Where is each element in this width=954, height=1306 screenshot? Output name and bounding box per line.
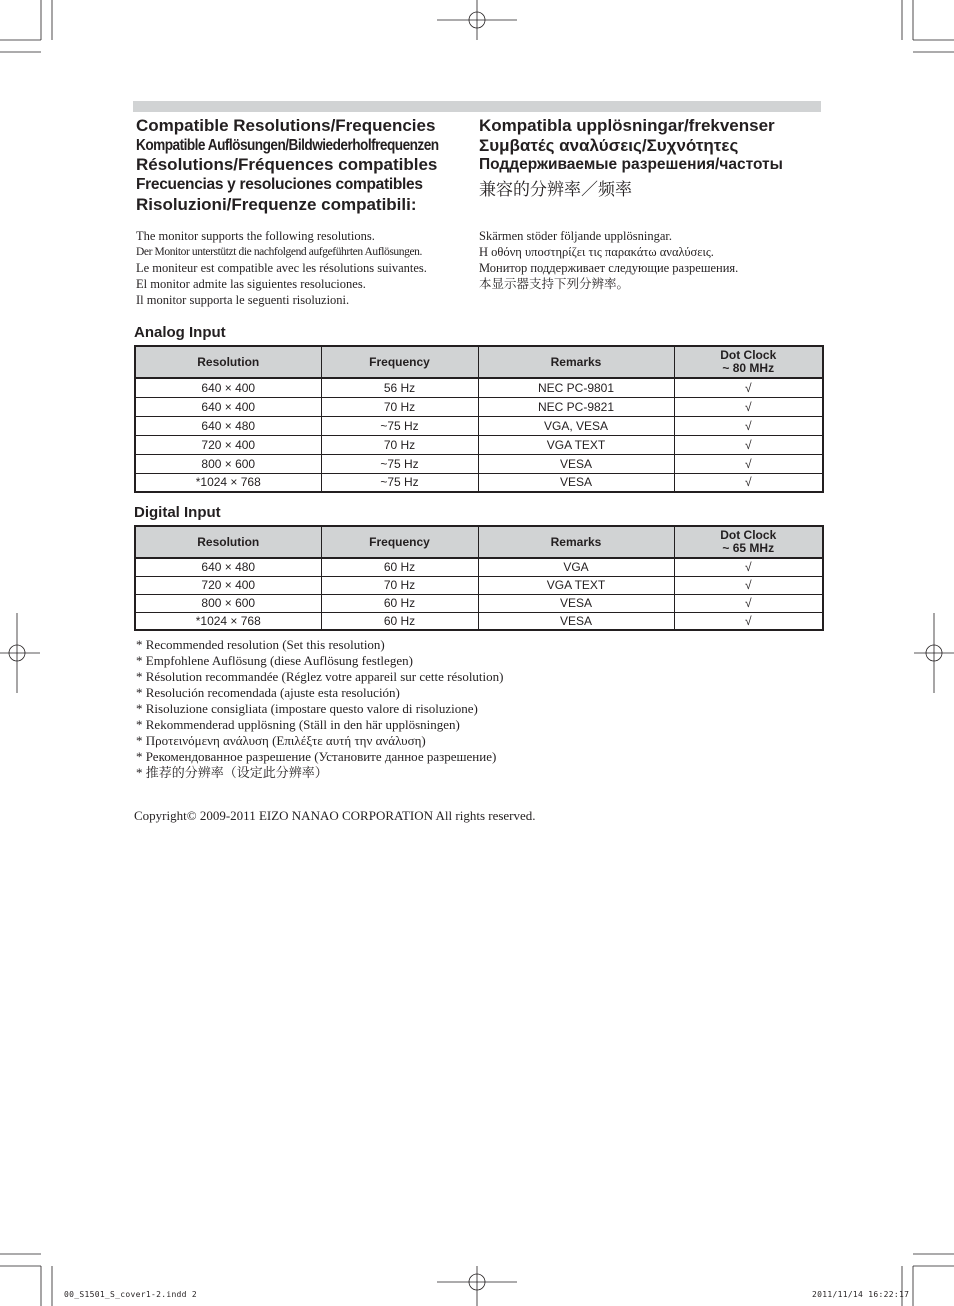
cell-remarks: NEC PC-9801	[478, 378, 674, 397]
heading-fr: Résolutions/Fréquences compatibles	[136, 155, 438, 174]
cell-dot-clock: √	[674, 435, 823, 454]
copyright: Copyright© 2009-2011 EIZO NANAO CORPORATION All rights reserved.	[134, 808, 536, 823]
table-row	[135, 576, 823, 594]
cell-frequency: 70 Hz	[321, 576, 478, 594]
cell-remarks: VGA	[478, 558, 674, 576]
intro-zh: 本显示器支持下列分辨率。	[479, 277, 630, 291]
col-frequency: Frequency	[321, 346, 478, 378]
heading-zh: 兼容的分辨率／频率	[479, 180, 632, 199]
note-en: * Recommended resolution (Set this resolution)	[136, 637, 385, 652]
cell-dot-clock: √	[674, 378, 823, 397]
digital-table	[134, 525, 824, 631]
analog-table	[134, 345, 824, 493]
col-resolution: Resolution	[135, 346, 321, 378]
note-sv: * Rekommenderad upplösning (Ställ in den här upplösningen)	[136, 717, 460, 732]
cell-resolution: 640 × 480	[135, 416, 321, 435]
analog-title: Analog Input	[134, 324, 226, 341]
note-ru: * Рекомендованное разрешение (Установите данное разрешение)	[136, 749, 497, 764]
cell-resolution: 800 × 600	[135, 594, 321, 612]
digital-body	[135, 558, 823, 630]
note-zh: * 推荐的分辨率（设定此分辨率）	[136, 765, 328, 780]
col-frequency: Frequency	[321, 526, 478, 558]
cell-frequency: 70 Hz	[321, 435, 478, 454]
cell-resolution: 640 × 400	[135, 378, 321, 397]
cell-dot-clock: √	[674, 473, 823, 492]
note-de: * Empfohlene Auflösung (diese Auflösung festlegen)	[136, 653, 413, 668]
cell-frequency: ~75 Hz	[321, 454, 478, 473]
cell-dot-clock: √	[674, 397, 823, 416]
cell-frequency: 56 Hz	[321, 378, 478, 397]
intro-it: Il monitor supporta le seguenti risoluzioni.	[136, 293, 350, 307]
col-resolution: Resolution	[135, 526, 321, 558]
table-row	[135, 558, 823, 576]
slug-timestamp: 2011/11/14 16:22:17	[812, 1290, 910, 1299]
intro-right	[479, 228, 738, 292]
heading-ru: Поддерживаемые разрешения/частоты	[479, 156, 783, 173]
cell-resolution: 720 × 400	[135, 435, 321, 454]
cell-remarks: VESA	[478, 454, 674, 473]
table-row	[135, 612, 823, 630]
note-fr: * Résolution recommandée (Réglez votre appareil sur cette résolution)	[136, 669, 504, 684]
cell-resolution: *1024 × 768	[135, 612, 321, 630]
cell-remarks: VGA TEXT	[478, 576, 674, 594]
cell-remarks: VESA	[478, 612, 674, 630]
cell-dot-clock: √	[674, 576, 823, 594]
intro-left	[136, 228, 427, 308]
cell-resolution: 640 × 400	[135, 397, 321, 416]
note-el: * Προτεινόμενη ανάλυση (Επιλέξτε αυτή την ανάλυση)	[136, 733, 426, 748]
cell-frequency: 70 Hz	[321, 397, 478, 416]
table-row	[135, 435, 823, 454]
table-row	[135, 397, 823, 416]
heading-sv: Kompatibla upplösningar/frekvenser	[479, 116, 775, 135]
cell-remarks: VESA	[478, 473, 674, 492]
cell-dot-clock: √	[674, 454, 823, 473]
analog-body	[135, 378, 823, 492]
cell-frequency: ~75 Hz	[321, 473, 478, 492]
heading-de: Kompatible Auflösungen/Bildwiederholfrequenzen	[136, 137, 439, 154]
heading-en: Compatible Resolutions/Frequencies	[136, 116, 436, 135]
cell-dot-clock: √	[674, 612, 823, 630]
cell-remarks: NEC PC-9821	[478, 397, 674, 416]
intro-de: Der Monitor unterstützt die nachfolgend aufgeführten Auflösungen.	[136, 246, 423, 258]
intro-es: El monitor admite las siguientes resoluciones.	[136, 277, 366, 291]
note-it: * Risoluzione consigliata (impostare questo valore di risoluzione)	[136, 701, 478, 716]
table-row	[135, 378, 823, 397]
digital-header-row	[135, 526, 823, 558]
cell-remarks: VGA, VESA	[478, 416, 674, 435]
heading-es: Frecuencias y resoluciones compatibles	[136, 176, 423, 193]
col-remarks: Remarks	[478, 346, 674, 378]
col-remarks: Remarks	[478, 526, 674, 558]
intro-el: Η οθόνη υποστηρίζει τις παρακάτω αναλύσεις.	[479, 245, 714, 259]
cell-resolution: 800 × 600	[135, 454, 321, 473]
col-dot-clock: Dot Clock ~ 65 MHz	[674, 526, 823, 558]
cell-remarks: VGA TEXT	[478, 435, 674, 454]
cell-resolution: 720 × 400	[135, 576, 321, 594]
cell-frequency: 60 Hz	[321, 558, 478, 576]
cell-frequency: 60 Hz	[321, 612, 478, 630]
cell-frequency: ~75 Hz	[321, 416, 478, 435]
digital-title: Digital Input	[134, 504, 221, 521]
table-row	[135, 454, 823, 473]
intro-ru: Монитор поддерживает следующие разрешения.	[479, 261, 739, 275]
analog-header-row	[135, 346, 823, 378]
cell-resolution: 640 × 480	[135, 558, 321, 576]
table-row	[135, 594, 823, 612]
cell-dot-clock: √	[674, 558, 823, 576]
intro-en: The monitor supports the following resolutions.	[136, 229, 375, 243]
intro-sv: Skärmen stöder följande upplösningar.	[479, 229, 673, 243]
note-es: * Resolución recomendada (ajuste esta resolución)	[136, 685, 400, 700]
cell-frequency: 60 Hz	[321, 594, 478, 612]
heading-el: Συμβατές αναλύσεις/Συχνότητες	[479, 136, 739, 155]
intro-fr: Le moniteur est compatible avec les résolutions suivantes.	[136, 261, 427, 275]
col-dot-clock: Dot Clock ~ 80 MHz	[674, 346, 823, 378]
cell-dot-clock: √	[674, 594, 823, 612]
table-row	[135, 416, 823, 435]
notes-list	[136, 637, 503, 781]
slug-filename: 00_S1501_S_cover1-2.indd 2	[64, 1290, 198, 1299]
cell-remarks: VESA	[478, 594, 674, 612]
cell-resolution: *1024 × 768	[135, 473, 321, 492]
header-bar	[133, 101, 821, 112]
heading-it: Risoluzioni/Frequenze compatibili:	[136, 195, 417, 214]
table-row	[135, 473, 823, 492]
cell-dot-clock: √	[674, 416, 823, 435]
